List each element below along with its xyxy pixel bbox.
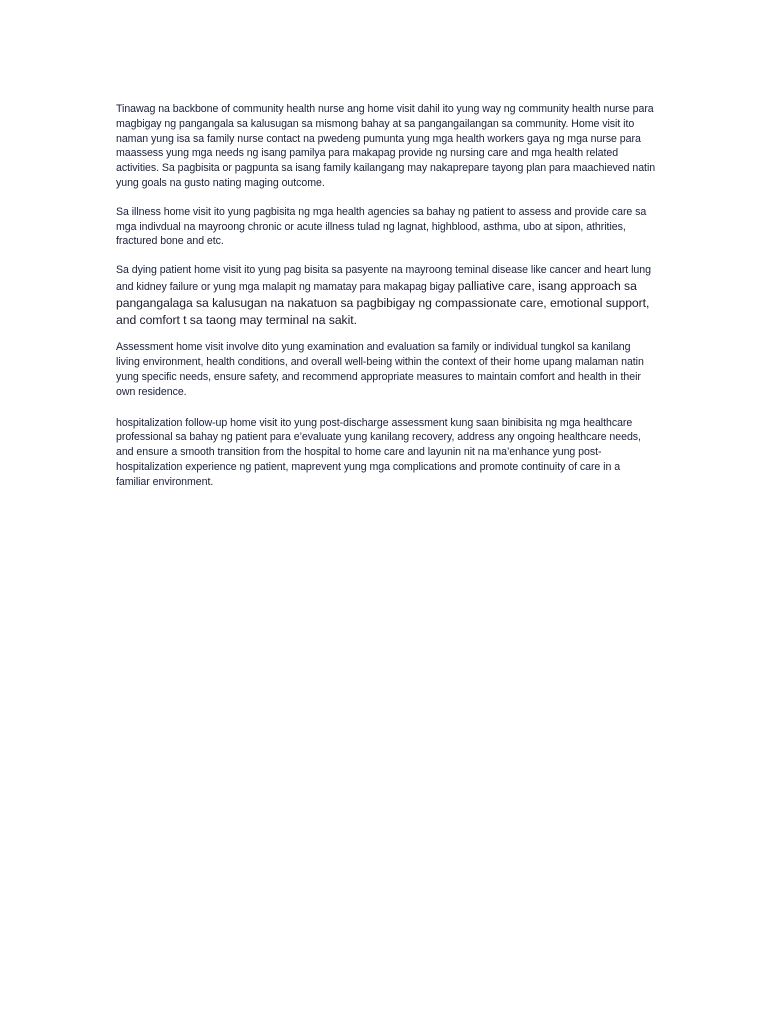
paragraph-dying-patient-visit xyxy=(116,263,656,328)
paragraph-hospitalization-followup: hospitalization follow-up home visit ito yung post-discharge assessment kung saan binibisita ng mga healthcare professional sa bahay ng patient para e’evaluate yung kanilang recovery, address any ongoing healthcare needs, and ensure a smooth transition from the hospital to home care and layunin nit na ma’enhance yung post-hospitalization experience ng patient, maprevent yung mga complications and promote continuity of care in a familiar environment. xyxy=(116,416,641,488)
paragraph-dying-patient-visit-part2: palliative care, isang approach sa pangangalaga sa kalusugan na nakatuon sa pagbibigay ng compassionate care, emotional support, and comfort t sa taong may terminal na sakit. xyxy=(116,278,650,327)
paragraph-illness-visit: Sa illness home visit ito yung pagbisita ng mga health agencies sa bahay ng patient to assess and provide care sa mga indivdual na mayroong chronic or acute illness tulad ng lagnat, highblood, asthma, ubo at sipon, athrities, fractured bone and etc. xyxy=(116,205,647,248)
document-body xyxy=(116,102,656,490)
paragraph-backbone: Tinawag na backbone of community health nurse ang home visit dahil ito yung way ng community health nurse para magbigay ng pangangala sa kalusugan sa mismong bahay at sa pangangailangan sa community. Home visit ito naman yung isa sa family nurse contact na pwedeng pumunta yung mga health workers gaya ng mga nurse para maassess yung mga needs ng isang pamilya para makapag provide ng nursing care and mga health related activities. Sa pagbisita or pagpunta sa isang family kailangang may nakaprepare tayong plan para maachieved natin yung goals na gusto nating maging outcome. xyxy=(116,103,656,189)
paragraph-dying-patient-visit-part1: Sa dying patient home visit ito yung pag bisita sa pasyente na mayroong teminal disease like cancer and heart lung and kidney failure or yung mga malapit ng mamatay para makapag bigay xyxy=(116,264,651,293)
paragraph-assessment-visit: Assessment home visit involve dito yung examination and evaluation sa family or individual tungkol sa kanilang living environment, health conditions, and overall well-being within the context of their home upang malaman natin yung specific needs, ensure safety, and recommend appropriate measures to maintain comfort and health in their own residence. xyxy=(116,341,644,398)
